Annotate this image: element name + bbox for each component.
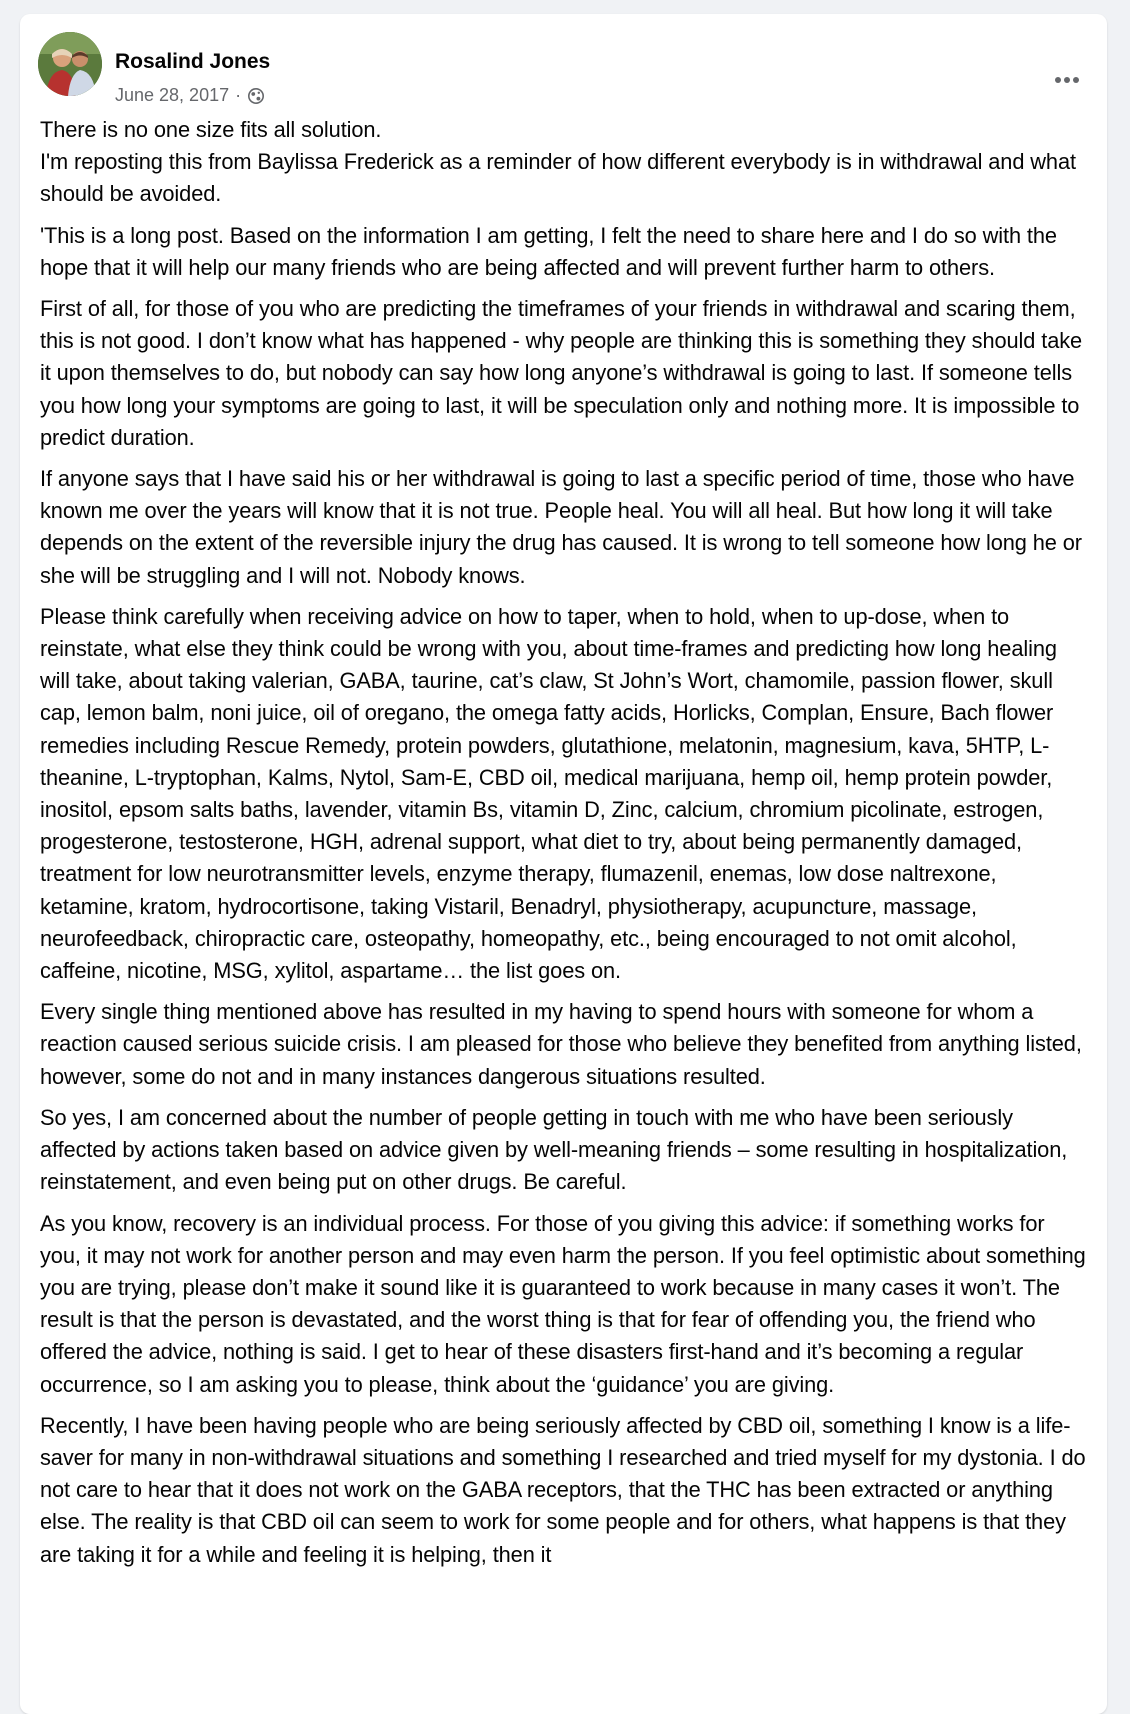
- avatar-photo-icon: [38, 32, 102, 96]
- more-options-icon: [1054, 76, 1080, 84]
- globe-icon[interactable]: [247, 87, 265, 105]
- post-paragraph: If anyone says that I have said his or her withdrawal is going to last a specific period of time, those who have known me over the years will know that it is not true. People heal. You will all heal. But how long it will take depends on the extent of the reversible injury the drug has caused. It is wrong to tell someone how long he or she will be struggling and I will not. Nobody knows.: [40, 466, 1082, 588]
- post-paragraph: Recently, I have been having people who are being seriously affected by CBD oil, something I know is a life-saver for many in non-withdrawal situations and something I researched and tried myself for my dystonia. I do not care to hear that it does not work on the GABA receptors, that the THC has been extracted or anything else. The reality is that CBD oil can seem to work for some people and for others, what happens is that they are taking it for a while and feeling it is helping, then it: [40, 1412, 1086, 1567]
- post-paragraph: There is no one size fits all solution. I'm reposting this from Baylissa Frederick as a reminder of how different everybody is in withdrawal and what should be avoided.: [40, 117, 1076, 207]
- post-paragraph: As you know, recovery is an individual process. For those of you giving this advice: if something works for you, it may not work for another person and may even harm the person. If you feel optimistic about something you are trying, please don’t make it sound like it is guaranteed to work because in many cases it won’t. The result is that the person is devastated, and the worst thing is that for fear of offending you, the friend who offered the advice, nothing is said. I get to hear of these disasters first-hand and it’s becoming a regular occurrence, so I am asking you to please, think about the ‘guidance’ you are giving.: [40, 1210, 1086, 1397]
- post-paragraph: Please think carefully when receiving advice on how to taper, when to hold, when to up-dose, when to reinstate, what else they think could be wrong with you, about time-frames and predicting how long healing will take, about taking valerian, GABA, taurine, cat’s claw, St John’s Wort, chamomile, passion flower, skull cap, lemon balm, noni juice, oil of oregano, the omega fatty acids, Horlicks, Complan, Ensure, Bach flower remedies including Rescue Remedy, protein powders, glutathione, melatonin, magnesium, kava, 5HTP, L-theanine, L-tryptophan, Kalms, Nytol, Sam-E, CBD oil, medical marijuana, hemp oil, hemp protein powder, inositol, epsom salts baths, lavender, vitamin Bs, vitamin D, Zinc, calcium, chromium picolinate, estrogen, progesterone, testosterone, HGH, adrenal support, what diet to try, about being permanently damaged, treatment for low neurotransmitter levels, enzyme therapy, flumazenil, enemas, low dose naltrexone, ketamine, kratom, hydrocortisone, taking Vistaril, Benadryl, physiotherapy, acupuncture, massage, neurofeedback, chiropractic care, osteopathy, homeopathy, etc., being encouraged to not omit alcohol, caffeine, nicotine, MSG, xylitol, aspartame… the list goes on.: [40, 603, 1057, 984]
- post-paragraph: Every single thing mentioned above has resulted in my having to spend hours with someone for whom a reaction caused serious suicide crisis. I am pleased for those who believe they benefited from anything listed, however, some do not and in many instances dangerous situations resulted.: [40, 999, 1082, 1089]
- post-card: [20, 14, 1107, 1714]
- more-options-button[interactable]: [1047, 60, 1087, 100]
- post-paragraph: So yes, I am concerned about the number of people getting in touch with me who have been seriously affected by actions taken based on advice given by well-meaning friends – some resulting in hospitalization, reinstatement, and even being put on other drugs. Be careful.: [40, 1104, 1068, 1195]
- post-header: [38, 32, 1089, 105]
- meta-separator: ·: [235, 85, 242, 105]
- post-paragraph: First of all, for those of you who are predicting the timeframes of your friends in withdrawal and scaring them, this is not good. I don’t know what has happened - why people are thinking this is something they should take it upon themselves to do, but nobody can say how long anyone’s withdrawal is going to last. If someone tells you how long your symptoms are going to last, it will be speculation only and nothing more. It is impossible to predict duration.: [40, 296, 1083, 450]
- avatar[interactable]: [38, 32, 102, 96]
- post-body: [40, 114, 1090, 1580]
- author-name[interactable]: Rosalind Jones: [115, 50, 271, 73]
- post-date[interactable]: June 28, 2017: [115, 85, 230, 105]
- post-paragraph: 'This is a long post. Based on the information I am getting, I felt the need to share here and I do so with the hope that it will help our many friends who are being affected and will prevent further harm to others.: [40, 222, 1057, 280]
- post-meta: [115, 85, 265, 106]
